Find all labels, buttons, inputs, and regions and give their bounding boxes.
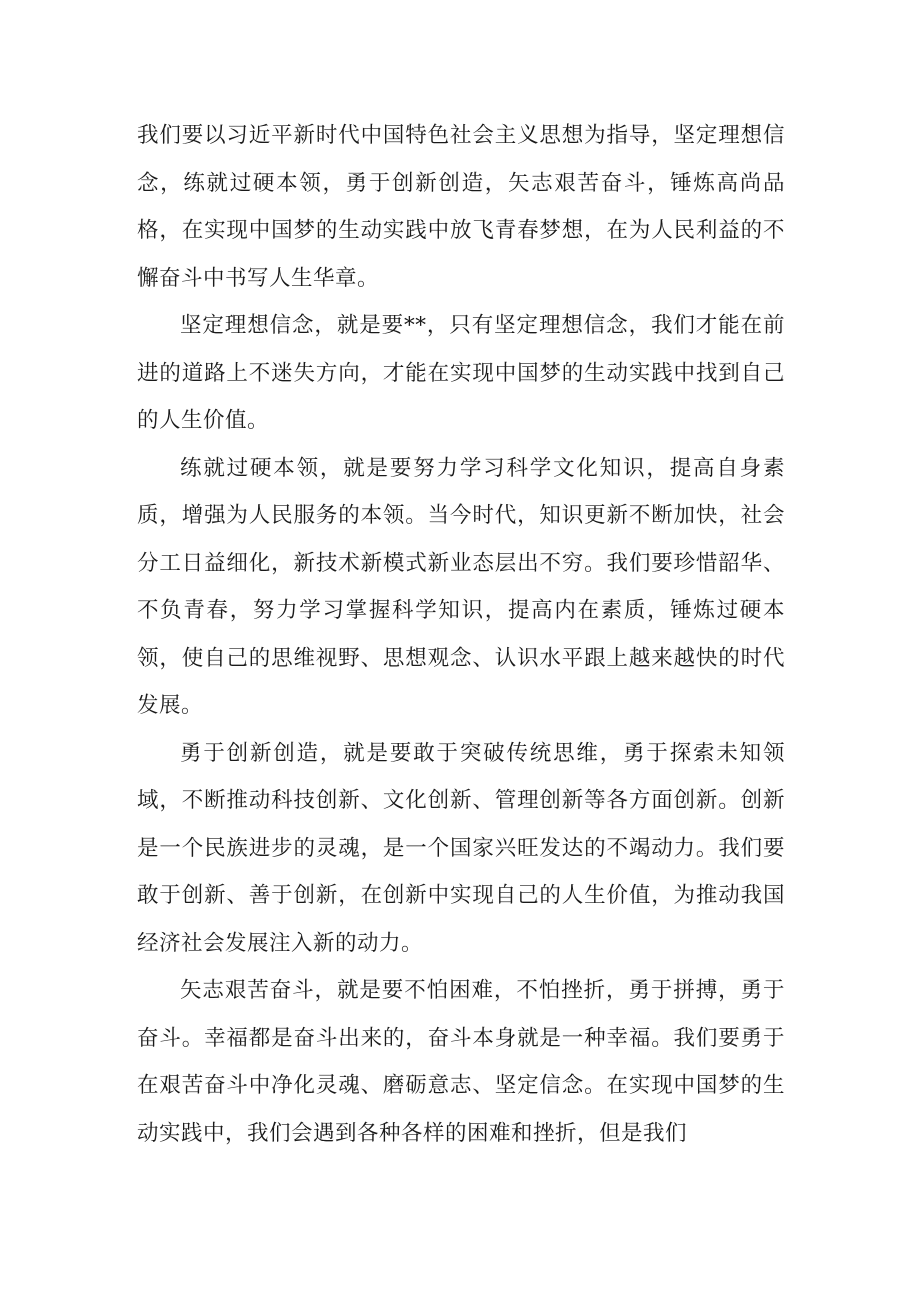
paragraph-struggle: 矢志艰苦奋斗，就是要不怕困难，不怕挫折，勇于拼搏，勇于奋斗。幸福都是奋斗出来的，奋斗本身就是一种幸福。我们要勇于在艰苦奋斗中净化灵魂、磨砺意志、坚定信念。在实现中国梦的生动实践中，我们会遇到各种各样的困难和挫折，但是我们	[137, 978, 785, 1146]
paragraph-innovation: 勇于创新创造，就是要敢于突破传统思维，勇于探索未知领域，不断推动科技创新、文化创新、管理创新等各方面创新。创新是一个民族进步的灵魂，是一个国家兴旺发达的不竭动力。我们要敢于创新、善于创新，在创新中实现自己的人生价值，为推动我国经济社会发展注入新的动力。	[137, 740, 785, 956]
paragraph-intro: 我们要以习近平新时代中国特色社会主义思想为指导，坚定理想信念，练就过硬本领，勇于创新创造，矢志艰苦奋斗，锤炼高尚品格，在实现中国梦的生动实践中放飞青春梦想，在为人民利益的不懈奋斗中书写人生华章。	[137, 123, 785, 291]
paragraph-ideals: 坚定理想信念，就是要**，只有坚定理想信念，我们才能在前进的道路上不迷失方向，才能在实现中国梦的生动实践中找到自己的人生价值。	[137, 313, 785, 433]
document-body	[137, 112, 785, 1157]
paragraph-skills: 练就过硬本领，就是要努力学习科学文化知识，提高自身素质，增强为人民服务的本领。当今时代，知识更新不断加快，社会分工日益细化，新技术新模式新业态层出不穷。我们要珍惜韶华、不负青春，努力学习掌握科学知识，提高内在素质，锤炼过硬本领，使自己的思维视野、思想观念、认识水平跟上越来越快的时代发展。	[137, 455, 785, 718]
